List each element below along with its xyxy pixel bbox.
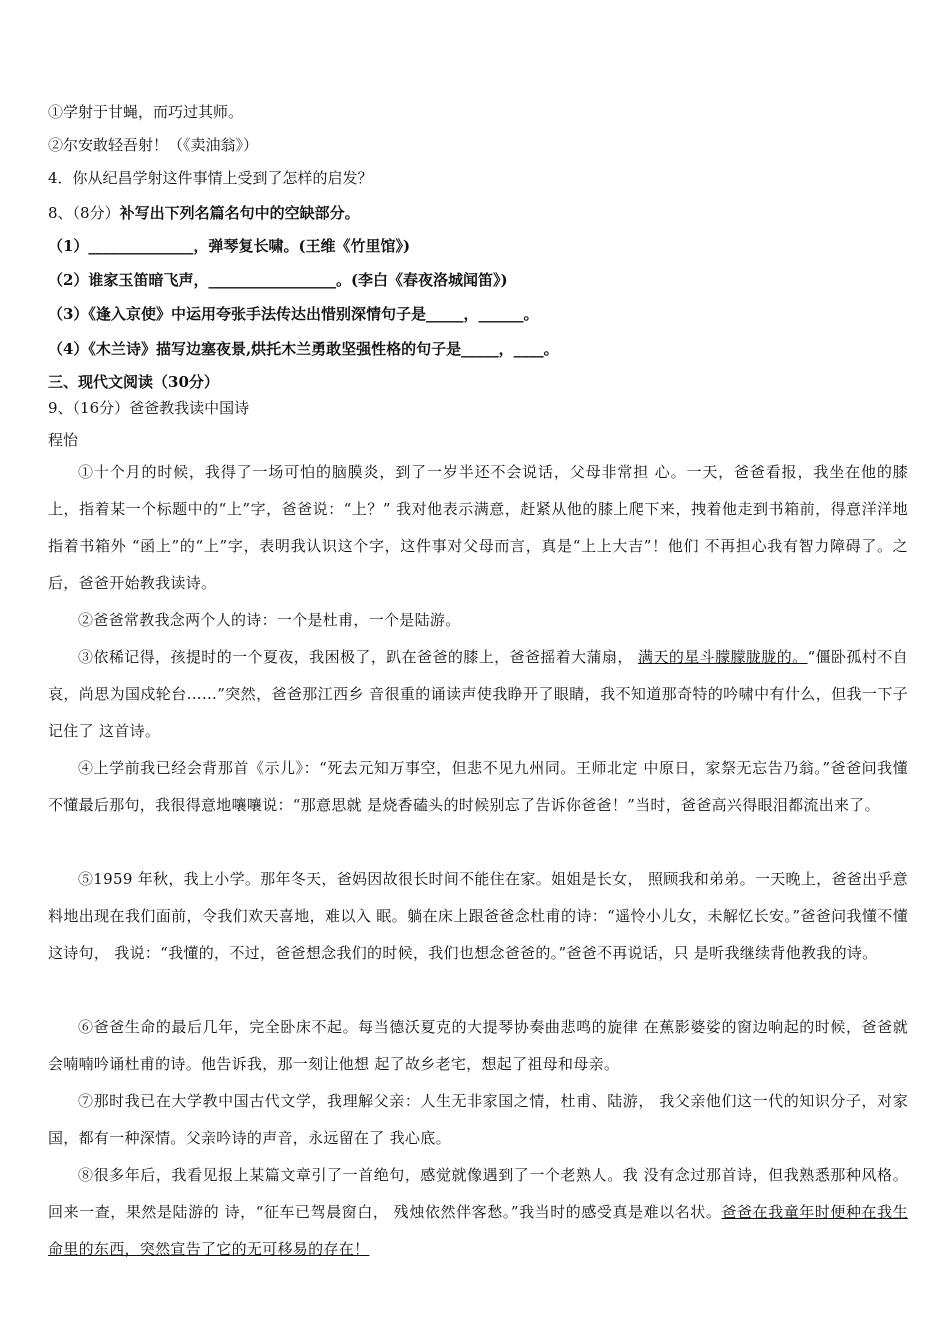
paragraph-6: ⑥爸爸生命的最后几年，完全卧床不起。每当德沃夏克的大提琴协奏曲悲鸣的旋律 在蕉影婆娑的窗边响起的时候，爸爸就会喃喃吟诵杜甫的诗。他告诉我，那一刻让他想 起了故乡老宅，想起了祖母和母亲。 [48, 1018, 908, 1073]
article-author: 程怡 [48, 431, 79, 449]
paragraph-8-underlined: 爸爸在我童年时便种在我生命里的东西，突然宣告了它的无可移易的存在！ [48, 1203, 908, 1258]
q8-heading [48, 203, 360, 223]
q7-item-2: ②尔安敢轻吾射！（《卖油翁》） [48, 136, 259, 154]
paragraph-8 [48, 1157, 908, 1268]
q7-item-1: ①学射于甘蝇，而巧过其师。 [48, 103, 244, 121]
q8-line-1: （1）______________，弹琴复长啸。(王维《竹里馆》) [48, 237, 411, 255]
paragraph-2: ②爸爸常教我念两个人的诗：一个是杜甫，一个是陆游。 [78, 611, 461, 629]
paragraph-3-end: “僵卧孤村不自哀，尚思为国戍轮台……”突然，爸爸那江西乡 音很重的诵读声使我睁开了眼睛，我不知道那奇特的吟啸中有什么，但我一下子记住了 这首诗。 [48, 648, 908, 740]
paragraph-5: ⑤1959 年秋，我上小学。那年冬天，爸妈因故很长时间不能住在家。姐姐是长女， 照顾我和弟弟。一天晚上，爸爸出乎意料地出现在我们面前，令我们欢天喜地，难以入 眠。躺在床上跟爸爸念杜甫的诗：“遥怜小儿女，未解忆长安。”爸爸问我懂不懂这诗句， 我说：“我懂的，不过，爸爸想念我们的时候，我们也想念爸爸的。”爸爸不再说话，只 是听我继续背他教我的诗。 [48, 870, 908, 962]
paragraph-1: ①十个月的时候，我得了一场可怕的脑膜炎，到了一岁半还不会说话，父母非常担 心。一天，爸爸看报，我坐在他的膝上，指着某一个标题中的“上”字，爸爸说：“上？” 我对他表示满意，赶紧从他的膝上爬下来，拽着他走到书箱前，得意洋洋地指着书箱外 “函上”的“上”字，表明我认识这个字，这件事对父母而言，真是“上上大吉”！他们 不再担心我有智力障碍了。之后，爸爸开始教我读诗。 [48, 463, 908, 592]
q8-line-2: （2）谁家玉笛暗飞声，_________________。(李白《春夜洛城闻笛》) [48, 271, 508, 289]
paragraph-4: ④上学前我已经会背那首《示儿》：“死去元知万事空，但悲不见九州同。王师北定 中原日，家祭无忘告乃翁。”爸爸问我懂不懂最后那句，我很得意地嚷嚷说：“那意思就 是烧香磕头的时候别忘了告诉你爸爸！”当时，爸爸高兴得眼泪都流出来了。 [48, 759, 908, 814]
paragraph-3 [48, 639, 908, 750]
q8-number: 8、（8分） [48, 204, 120, 222]
paragraph-7: ⑦那时我已在大学教中国古代文学，我理解父亲：人生无非家国之情，杜甫、陆游， 我父亲他们这一代的知识分子，对家国，都有一种深情。父亲吟诗的声音，永远留在了 我心底。 [48, 1092, 908, 1147]
section-3-heading: 三、现代文阅读（30分） [48, 373, 219, 391]
q7-subquestion-4: 4．你从纪昌学射这件事情上受到了怎样的启发？ [48, 169, 373, 187]
q8-instruction: 补写出下列名篇名句中的空缺部分。 [119, 204, 360, 222]
q9-heading: 9、（16分）爸爸教我读中国诗 [48, 399, 250, 417]
q8-line-3: （3）《逢入京使》中运用夸张手法传达出惜别深情句子是_____，______。 [48, 305, 539, 323]
paragraph-8-start: ⑧很多年后，我看见报上某篇文章引了一首绝句，感觉就像遇到了一个老熟人。我 没有念过那首诗，但我熟悉那种风格。回来一查，果然是陆游的 诗，“征车已驾晨窗白， 残烛依然伴客愁。”我当时的感受真是难以名状。 [48, 1166, 908, 1221]
paragraph-3-start: ③依稀记得，孩提时的一个夏夜，我困极了，趴在爸爸的膝上，爸爸摇着大蒲扇， [78, 648, 639, 666]
q8-line-4: （4）《木兰诗》描写边塞夜景,烘托木兰勇敢坚强性格的句子是_____，____。 [48, 340, 559, 358]
paragraph-3-underlined: 满天的星斗朦朦胧胧的。 [638, 648, 808, 666]
